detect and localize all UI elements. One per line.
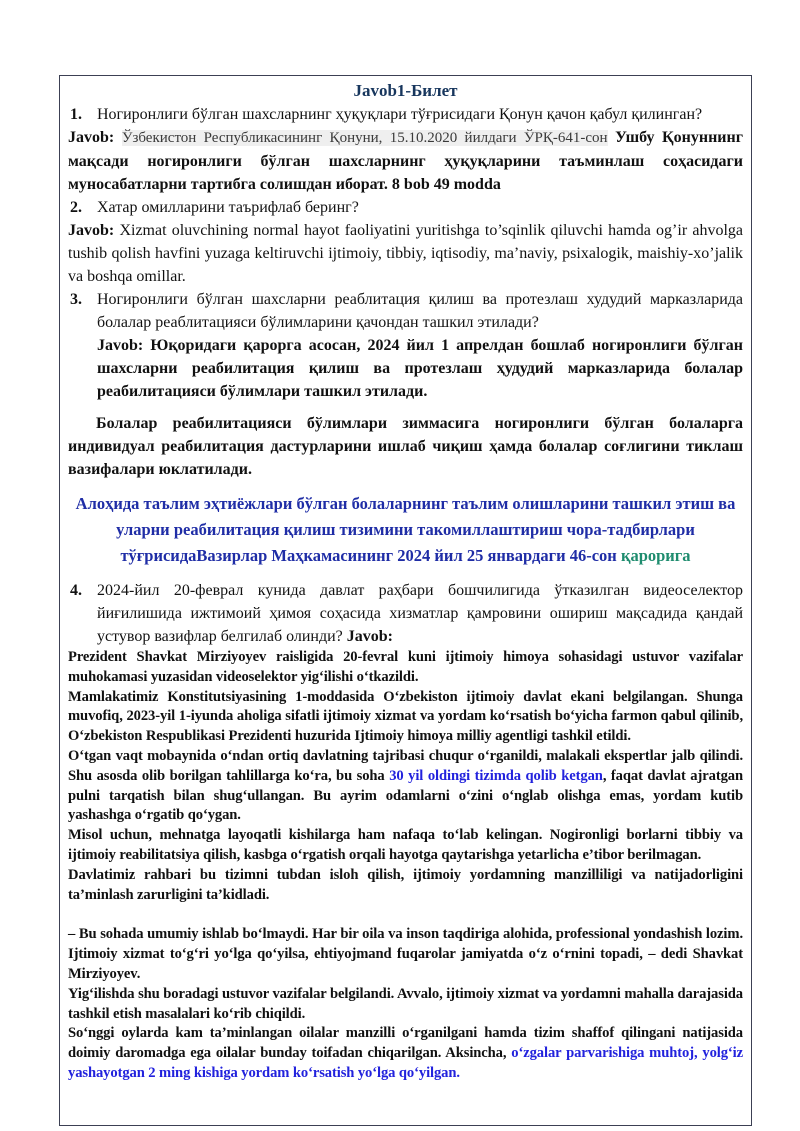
answer-4-body (68, 648, 743, 1084)
decree-link[interactable]: қарорига (620, 546, 691, 565)
rehabilitation-duties-paragraph: Болалар реабилитацияси бўлимлари зиммасига ногиронлиги бўлган болаларга индивидуал реабилитация дастурларини ишлаб чиқиш ҳамда болалар соғлигини тиклаш вазифалари юклатилади. (68, 415, 743, 478)
decree-paragraph (68, 491, 743, 569)
question-1-number: 1. (70, 106, 82, 123)
question-2 (68, 196, 743, 219)
answer-4-label: Javob: (346, 628, 394, 645)
old-system-link[interactable]: 30 yil oldingi tizimda qolib ketgan (389, 767, 603, 784)
answer-4-paragraph-3-post: , faqat davlat ajratgan pulni tarqatish bilan shugʻullangan. Bu ayrim odamlarni oʻzini oʻnglab olishga emas, yordam kutib yashashga oʻrgatib qoʻygan. (68, 767, 743, 824)
question-1 (68, 103, 743, 126)
answer-4-paragraph-8-pre: Soʻnggi oylarda kam ta’minlangan oilalar manzilli oʻrganilgani hamda tizim shaffof qilingani natijasida doimiy daromadga ega oilalar bunday toifadan chiqarilgan. Aksincha, (68, 1025, 743, 1062)
decree-paragraph-text: Алоҳида таълим эҳтиёжлари бўлган болаларнинг таълим олишларини ташкил этиш ва уларни реабилитация қилиш тизимини такомиллаштириш чора-тадбирлари тўғрисидаВазирлар Маҳкамасининг 2024 йил 25 январдаги 46-сон (75, 494, 736, 565)
answer-3-bold-text: Javob: Юқоридаги қарорга асосан, 2024 йил 1 апрелдан бошлаб ногиронлиги бўлган шахсларни реабилитация қилиш ва протезлаш ҳудудий марказларида болалар реабилитацияси бўлимлари ташкил этилади. (97, 337, 743, 400)
paragraph-spacer (68, 905, 743, 925)
page-title: Javob1-Билет (353, 81, 458, 100)
answer-4-paragraph-7: Yigʻilishda shu boradagi ustuvor vazifalar belgilandi. Avvalo, ijtimoiy xizmat va yordamni mahalla darajasida tashkil etish masalalari koʻrib chiqildi. (68, 985, 743, 1022)
question-4 (68, 579, 743, 648)
answer-4-paragraph-4: Misol uchun, mehnatga layoqatli kishilarga ham nafaqa toʻlab kelingan. Nogironligi borlarni tibbiy va ijtimoiy reabilitatsiya qilish, kasbga oʻrgatish orqali hayotga qaytarishga yetarlicha e’tibor berilmagan. (68, 827, 743, 863)
question-3-number: 3. (70, 291, 82, 308)
question-4-number: 4. (70, 582, 82, 599)
question-3 (68, 288, 743, 403)
answer-1 (68, 126, 743, 196)
answer-2-label: Javob: (68, 222, 115, 239)
answer-4-paragraph-1: Prezident Shavkat Mirziyoyev raisligida 20-fevral kuni ijtimoiy himoya sohasidagi ustuvor vazifalar muhokamasi yuzasidan videoselektor yigʻilishi oʻtkazildi. (68, 649, 743, 685)
answer-1-bold-text: Ушбу Қонуннинг мақсади ногиронлиги бўлган шахсларнинг ҳуқуқларини таъминлаш соҳасидаги муносабатларни тартибга солишдан иборат. 8 bob 49 modda (68, 129, 744, 193)
question-1-text: Ногиронлиги бўлган шахсларнинг ҳуқуқлари тўғрисидаги Қонун қачон қабул қилинган? (97, 106, 703, 123)
answer-4-paragraph-2: Mamlakatimiz Konstitutsiyasining 1-moddasida Oʻzbekiston ijtimoiy davlat ekani belgilangan. Shunga muvofiq, 2023-yil 1-iyunda aholiga sifatli ijtimoiy xizmat va yordam koʻrsatish boʻyicha farmon qabul qilinib, Oʻzbekiston Respublikasi Prezidenti huzurida Ijtimoiy himoya milliy agentligi tashkil etildi. (68, 688, 743, 745)
answer-4-paragraph-3 (68, 747, 743, 826)
answer-2-text: Xizmat oluvchining normal hayot faoliyatini yuritishga to’sqinlik qiluvchi hamda og’ir ahvolga tushib qolish havfini yuzaga keltiruvchi ijtimoiy, tibbiy, iqtisodiy, ma’naviy, psixalogik, maishiy-xo’jalik va boshqa omillar. (68, 222, 744, 285)
question-2-number: 2. (70, 199, 82, 216)
answer-4-paragraph-8 (68, 1024, 743, 1083)
answer-4-paragraph-6-quote: – Bu sohada umumiy ishlab boʻlmaydi. Har bir oila va inson taqdiriga alohida, professional yondashish lozim. Ijtimoiy xizmat toʻgʻri yoʻlga qoʻyilsa, ehtiyojmand fuqarolar jamiyatda oʻz oʻrnini topadi, – dedi Shavkat Mirziyoyev. (68, 926, 743, 982)
answer-4-paragraph-3-pre: Oʻtgan vaqt mobaynida oʻndan ortiq davlatning tajribasi chuqur oʻrganildi, malakali ekspertlar jalb qilindi. Shu asosda olib borilgan tahlillarga koʻra, bu soha (68, 747, 743, 784)
question-3-text: Ногиронлиги бўлган шахсларни реаблитация қилиш ва протезлаш худудий марказларида болалар реаблитацияси бўлимларини қачондан ташкил этилади? (97, 291, 743, 331)
question-2-text: Хатар омилларини таърифлаб беринг? (97, 199, 359, 216)
answer-2 (68, 219, 743, 288)
document-table-cell (59, 75, 752, 1126)
care-assistance-link[interactable]: oʻzgalar parvarishiga muhtoj, yolgʻiz yashayotgan 2 ming kishiga yordam koʻrsatish yoʻlga qoʻyilgan. (68, 1045, 744, 1081)
answer-1-law-quote: Ўзбекистон Республикасининг Қонуни, 15.10.2020 йилдаги ЎРҚ-641-сон (121, 130, 608, 146)
question-4-text: 2024-йил 20-феврал кунида давлат раҳбари бошчилигида ўтказилган видеоселектор йиғилишида ижтимоий ҳимоя соҳасида хизматлар қамровини ошириш мақсадида қандай устувор вазифлар белгилаб олинди? (97, 582, 743, 645)
answer-4-paragraph-5: Davlatimiz rahbari bu tizimni tubdan isloh qilish, ijtimoiy yordamning manzilliligi va natijadorligini ta’minlash zarurligini ta’kidladi. (68, 866, 743, 903)
answer-1-label: Javob: (68, 129, 115, 146)
